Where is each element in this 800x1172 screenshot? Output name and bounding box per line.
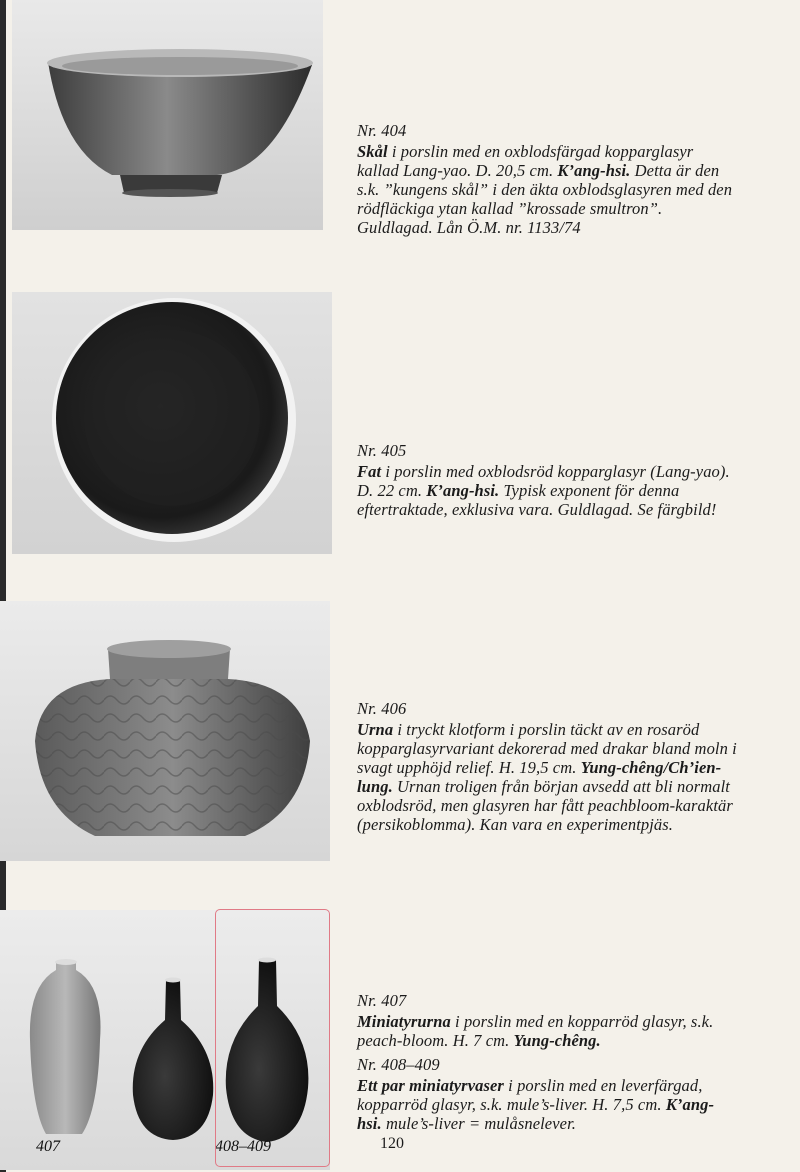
item-description-cont: Typisk exponent för denna eftertraktade, exklusiva vara. Guldlagad. Se färgbild! bbox=[357, 481, 717, 519]
item-period: K’ang-hsi. bbox=[426, 481, 500, 500]
item-description-cont: Urnan troligen från början avsedd att bli normalt oxblodsröd, men glasyren har fått peachbloom-karaktär (persikoblomma). Kan vara en experimentpjäs. bbox=[357, 777, 733, 834]
caption-407 bbox=[357, 991, 737, 1050]
dish-photo bbox=[12, 292, 332, 554]
item-description: i tryckt klotform i porslin täckt av en rosaröd kopparglasyrvariant dekorerad med drakar bland moln i svagt upphöjd relief. H. 19,5 cm. bbox=[357, 720, 737, 777]
item-description: i porslin med en oxblodsfärgad kopparglasyr kallad Lang-yao. D. 20,5 cm. bbox=[357, 142, 694, 180]
item-number: Nr. 405 bbox=[357, 441, 407, 460]
item-description: i porslin med en kopparröd glasyr, s.k. peach-bloom. H. 7 cm. bbox=[357, 1012, 714, 1050]
item-name: Urna bbox=[357, 720, 394, 739]
item-period: K’ang-hsi. bbox=[357, 1095, 715, 1133]
item-number: Nr. 408–409 bbox=[357, 1055, 440, 1074]
item-description-cont: mule’s-liver = mulåsnelever. bbox=[381, 1114, 576, 1133]
item-name: Fat bbox=[357, 462, 382, 481]
photo-label-407: 407 bbox=[36, 1138, 60, 1155]
page-number: 120 bbox=[380, 1135, 404, 1152]
bowl-photo bbox=[12, 0, 323, 230]
photo-label-408-409: 408–409 bbox=[215, 1138, 271, 1155]
item-number: Nr. 407 bbox=[357, 991, 407, 1010]
caption-405 bbox=[357, 441, 737, 519]
item-description: i porslin med en leverfärgad, kopparröd glasyr, s.k. mule’s-liver. H. 7,5 cm. bbox=[357, 1076, 703, 1114]
item-period: Yung-chêng. bbox=[513, 1031, 601, 1050]
item-name: Miniatyrurna bbox=[357, 1012, 451, 1031]
item-number: Nr. 404 bbox=[357, 121, 407, 140]
item-number: Nr. 406 bbox=[357, 699, 407, 718]
caption-408-409 bbox=[357, 1055, 737, 1133]
highlight-box bbox=[215, 909, 330, 1167]
caption-406 bbox=[357, 699, 742, 834]
caption-404 bbox=[357, 121, 737, 237]
item-period: K’ang-hsi. bbox=[557, 161, 631, 180]
item-name: Skål bbox=[357, 142, 388, 161]
item-description-cont: Detta är den s.k. ”kungens skål” i den äkta oxblodsglasyren med den rödfläckiga ytan kallad ”krossade smultron”. Guldlagad. Lån Ö.M. nr. 1133/74 bbox=[357, 161, 733, 237]
item-period: Yung-chêng/Ch’ien-lung. bbox=[357, 758, 722, 796]
item-name: Ett par miniatyrvaser bbox=[357, 1076, 504, 1095]
jar-photo bbox=[0, 601, 330, 861]
item-description: i porslin med oxblodsröd kopparglasyr (Lang-yao). D. 22 cm. bbox=[357, 462, 730, 500]
